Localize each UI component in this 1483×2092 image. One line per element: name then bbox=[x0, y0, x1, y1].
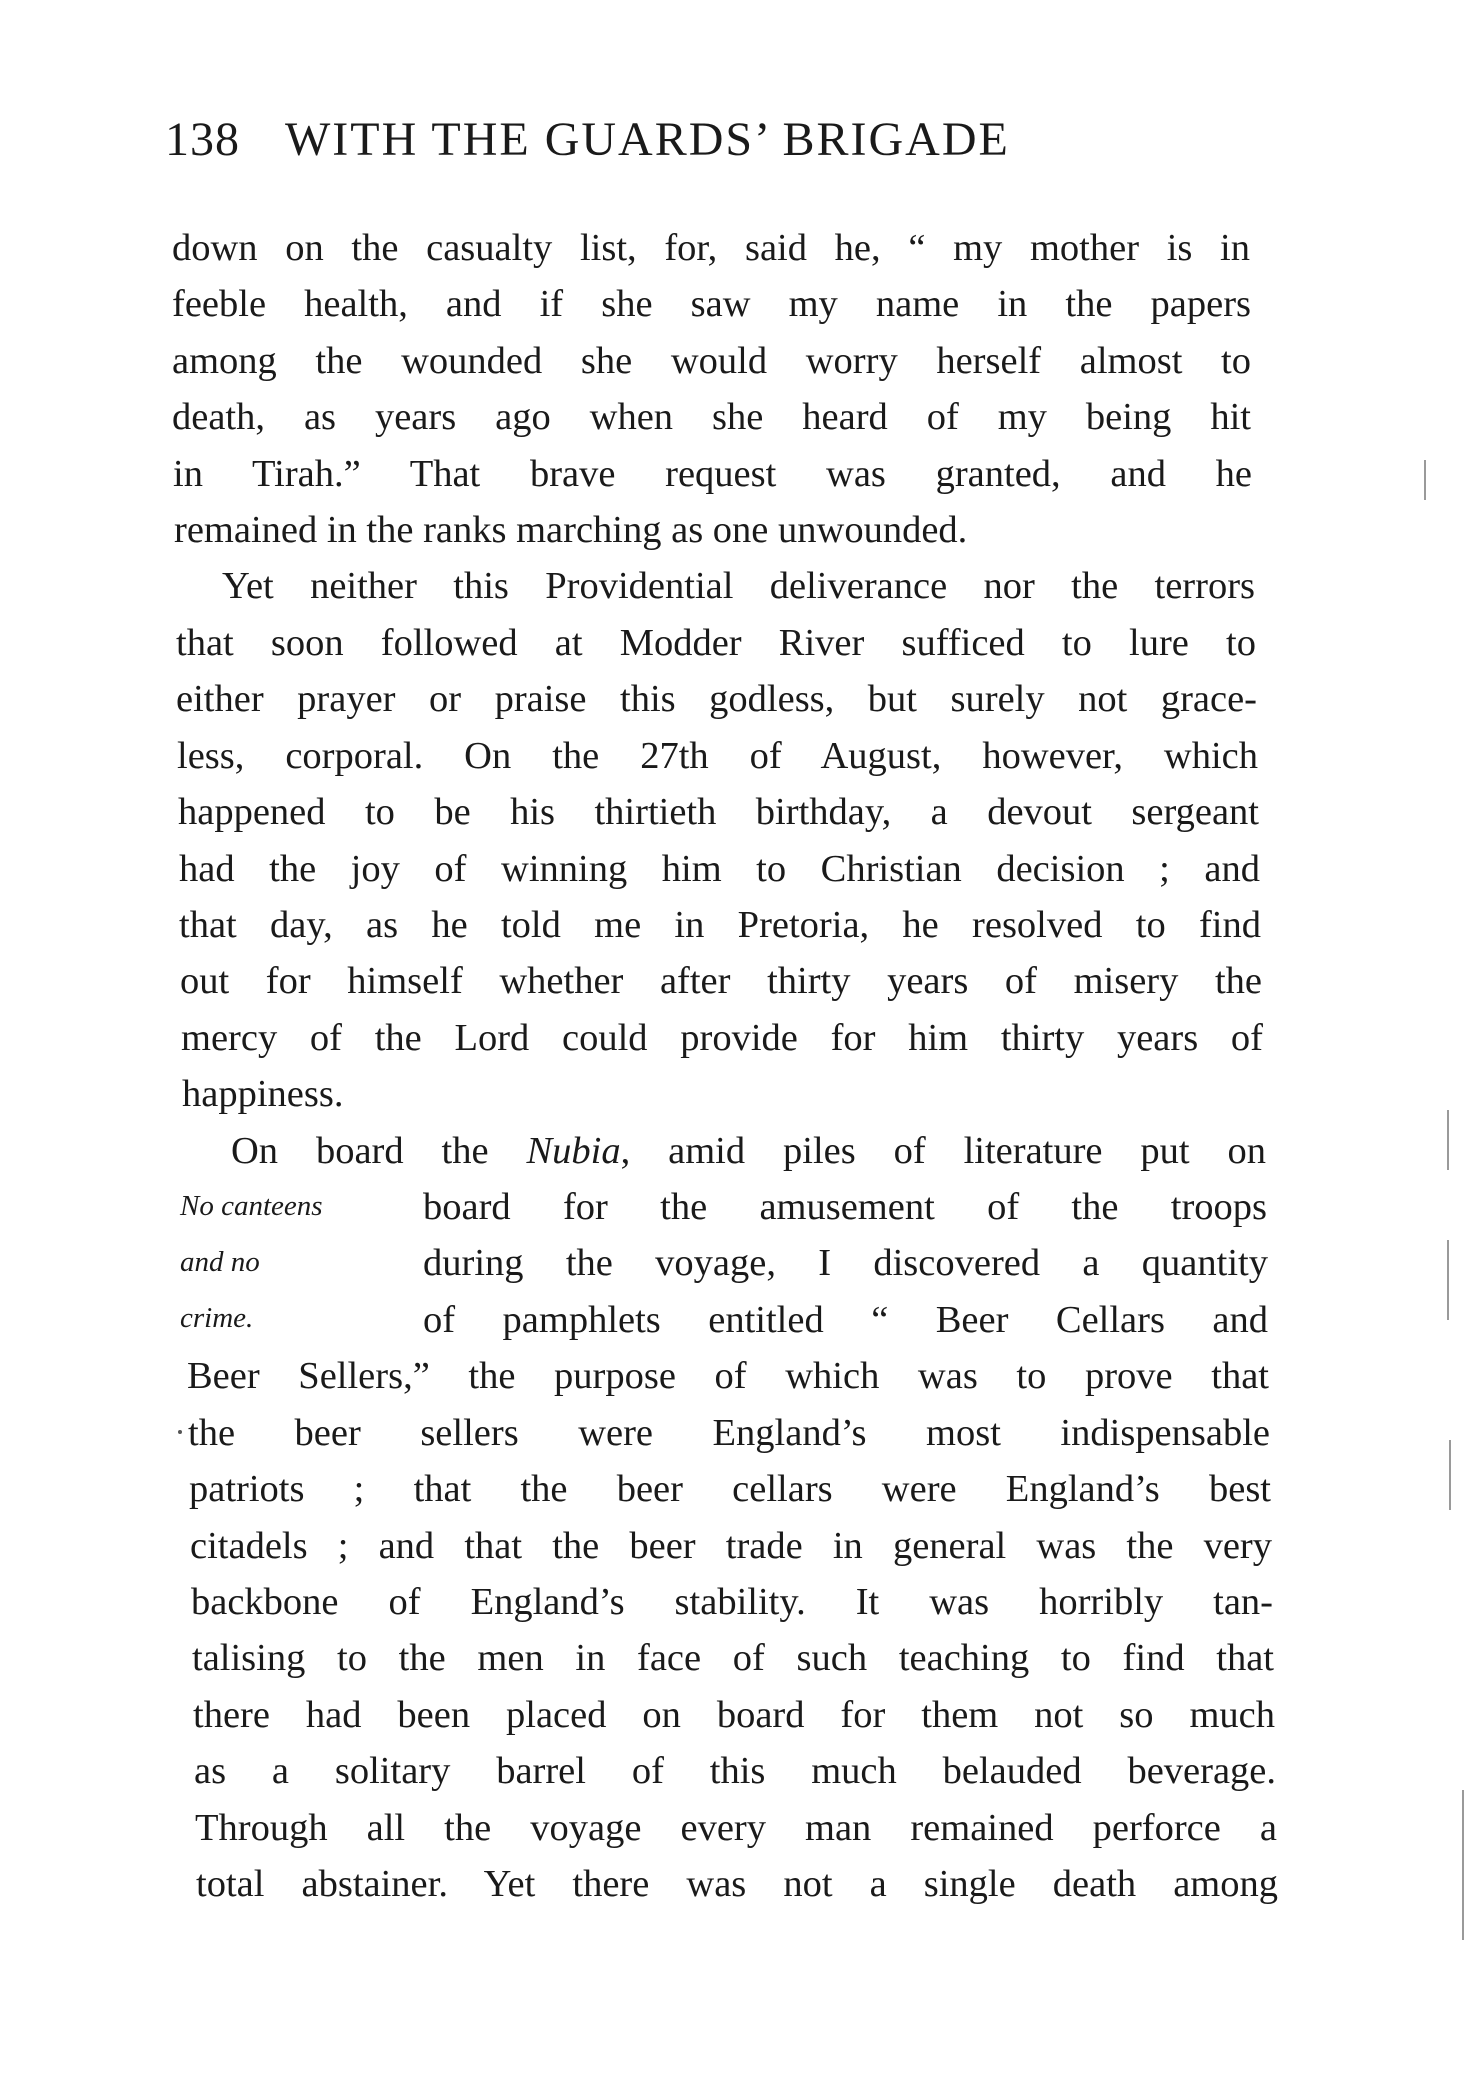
text-line: among the wounded she would worry herself almost to bbox=[172, 340, 1251, 382]
margin-note bbox=[180, 1178, 390, 1346]
text-line: that soon followed at Modder River sufficed to lure to bbox=[176, 622, 1256, 664]
text-line: had the joy of winning him to Christian decision ; and bbox=[179, 848, 1260, 890]
page-header bbox=[165, 112, 1265, 167]
ship-name: Nubia bbox=[526, 1130, 621, 1172]
text-line: down on the casualty list, for, said he, “ my mother is in bbox=[172, 227, 1250, 269]
text-line: of pamphlets entitled “ Beer Cellars and bbox=[423, 1299, 1268, 1341]
text-line: as a solitary barrel of this much belauded beverage. bbox=[194, 1750, 1276, 1792]
text-line: Through all the voyage every man remained perforce a bbox=[195, 1807, 1277, 1849]
text-line: that day, as he told me in Pretoria, he resolved to find bbox=[179, 904, 1261, 946]
text-line: either prayer or praise this godless, but surely not grace- bbox=[176, 678, 1257, 720]
text-line: feeble health, and if she saw my name in the papers bbox=[172, 283, 1251, 325]
text-line: out for himself whether after thirty years of misery the bbox=[180, 960, 1262, 1002]
scan-artifact bbox=[1449, 1440, 1451, 1510]
page-number: 138 bbox=[165, 113, 240, 166]
text-line: board for the amusement of the troops bbox=[423, 1186, 1267, 1228]
text-line: total abstainer. Yet there was not a single death among bbox=[196, 1863, 1278, 1905]
text-line: mercy of the Lord could provide for him thirty years of bbox=[181, 1017, 1263, 1059]
running-title: WITH THE GUARDS’ BRIGADE bbox=[285, 113, 1010, 166]
line-end: , amid piles of literature put on bbox=[620, 1130, 1266, 1172]
margin-note-line: and no bbox=[180, 1246, 260, 1278]
text-line: the beer sellers were England’s most indispensable bbox=[188, 1412, 1270, 1454]
line-start: On board the bbox=[231, 1130, 527, 1172]
text-line: Beer Sellers,” the purpose of which was to prove that bbox=[187, 1355, 1269, 1397]
text-line: during the voyage, I discovered a quantity bbox=[423, 1242, 1268, 1284]
text-line: in Tirah.” That brave request was granted, and he bbox=[173, 453, 1252, 495]
text-line: there had been placed on board for them not so much bbox=[193, 1694, 1275, 1736]
margin-note-line: crime. bbox=[180, 1302, 254, 1334]
scan-artifact bbox=[1424, 460, 1426, 500]
text-line: citadels ; and that the beer trade in general was the very bbox=[190, 1525, 1272, 1567]
scan-artifact bbox=[1447, 1240, 1449, 1320]
text-line: talising to the men in face of such teaching to find that bbox=[192, 1637, 1274, 1679]
text-line: backbone of England’s stability. It was horribly tan- bbox=[191, 1581, 1273, 1623]
text-line: Yet neither this Providential deliverance nor the terrors bbox=[222, 565, 1255, 607]
text-line: patriots ; that the beer cellars were England’s best bbox=[189, 1468, 1271, 1510]
text-line: remained in the ranks marching as one unwounded. bbox=[174, 509, 968, 551]
scan-artifact bbox=[1447, 1110, 1449, 1170]
text-line: happiness. bbox=[182, 1073, 344, 1115]
print-speck bbox=[178, 1430, 182, 1434]
text-line: death, as years ago when she heard of my being hit bbox=[172, 396, 1251, 438]
margin-note-line: No canteens bbox=[180, 1190, 323, 1222]
scan-artifact bbox=[1462, 1790, 1464, 1940]
text-line: happened to be his thirtieth birthday, a devout sergeant bbox=[178, 791, 1259, 833]
text-line: less, corporal. On the 27th of August, however, which bbox=[177, 735, 1258, 777]
text-line bbox=[231, 1126, 1266, 1176]
